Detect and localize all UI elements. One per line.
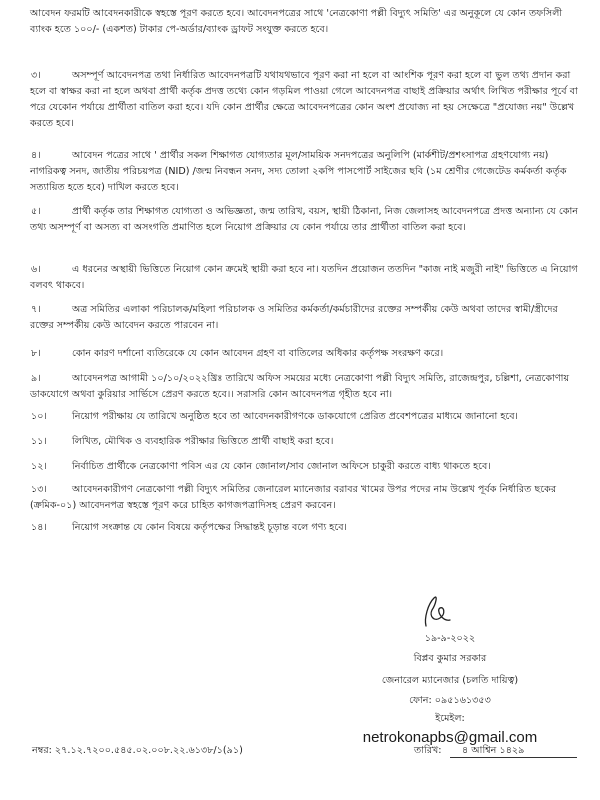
date-underline (450, 757, 577, 758)
paragraph-text: নিয়োগ সংক্রান্ত যে কোন বিষয়ে কর্তৃপক্ষের সিদ্ধান্তই চূড়ান্ত বলে গণ্য হবে। (72, 522, 347, 533)
paragraph-text: আবেদনকারীগণ নেত্রকোণা পল্লী বিদ্যুৎ সমিতির জেনারেল ম্যানেজার বরাবর খামের উপর পদের নাম উল্লেখ পূর্বক নির্ধারিত ছকের (ক্রমিক-০১) আবেদনপত্র স্বহস্তে পূরণ করে চাহিত কাগজপত্রাদিসহ প্রেরণ করবেন। (30, 484, 557, 511)
paragraph-text: আবেদন ফরমটি আবেদনকারীকে স্বহস্তে পূরণ করতে হবে। আবেদনপত্রের সাথে 'নেত্রকোণা পল্লী বিদ্যুৎ সমিতি' এর অনুকূলে যে কোন তফসিলী ব্যাংক হতে ১০০/- (একশত) টাকার পে-অর্ডার/ব্যাংক ড্রাফট সংযুক্ত করতে হবে। (30, 8, 563, 35)
paragraph-text: আবেদন পত্রের সাথে ' প্রার্থীর সকল শিক্ষাগত যোগ্যতার মূল/সাময়িক সনদপত্রের অনুলিপি (মার্কশীট/প্রশংসাপত্র গ্রহণযোগ্য নয়) নাগরিকত্ব সনদ, জাতীয় পরিচয়পত্র (NID) /জন্ম নিবন্ধন সনদ, সদ্য তোলা ২কপি পাসপোর্ট সাইজের ছবি (১ম শ্রেণীর গেজেটেড কর্মকর্তা কর্তৃক সত্যায়িত হতে হবে) দাখিল করতে হবে। (30, 150, 567, 193)
paragraph-number: ৭। (31, 304, 41, 315)
paragraph-number: ১৩। (31, 484, 47, 495)
paragraph-11 (30, 434, 578, 450)
paragraph-number: ১০। (31, 411, 47, 422)
paragraph-text: এ ধরনের অস্থায়ী ভিত্তিতে নিয়োগ কোন ক্রমেই স্থায়ী করা হবে না। যতদিন প্রয়োজন ততদিন "কাজ নাই মজুরী নাই" ভিত্তিতে এ নিয়োগ বলবৎ থাকবে। (30, 264, 578, 291)
paragraph-number: ৪। (31, 150, 41, 161)
paragraph-8 (30, 346, 578, 362)
paragraph-6 (30, 262, 578, 294)
signatory-phone: ফোন: ০৯৫১৬১৩৫৩ (409, 695, 491, 706)
date-label: তারিখ: (414, 745, 442, 756)
signatory-designation: জেনারেল ম্যানেজার (চলতি দায়িত্ব) (381, 675, 519, 686)
paragraph-5 (30, 204, 578, 236)
signatory-name: বিপ্লব কুমার সরকার (413, 653, 487, 664)
paragraph-12 (30, 459, 578, 475)
paragraph-13 (30, 482, 578, 514)
paragraph-text: নিয়োগ পরীক্ষায় যে তারিখে অনুষ্ঠিত হবে তা আবেদনকারীগণকে ডাকযোগে প্রেরিত প্রবেশপত্রের মাধ্যমে জানানো হবে। (72, 411, 518, 422)
paragraph-10 (30, 409, 578, 425)
signatory-email: netrokonapbs@gmail.com (362, 729, 538, 746)
paragraph-text: অত্র সমিতির এলাকা পরিচালক/মহিলা পরিচালক ও সমিতির কর্মকর্তা/কর্মচারীদের রক্তের সম্পর্কীয় কেউ অথবা তাদের স্বামী/স্ত্রীদের রক্তের সম্পর্কীয় কেউ আবেদন করতে পারবেন না। (30, 304, 558, 331)
paragraph-number: ১২। (31, 461, 47, 472)
paragraph-text: আবেদনপত্র আগামী ১০/১০/২০২২খ্রিঃ তারিখে অফিস সময়ের মধ্যে নেত্রকোণা পল্লী বিদ্যুৎ সমিতি, রাজেন্দ্রপুর, চল্লিশা, নেত্রকোণায় ডাকযোগে অথবা কুরিয়ার সার্ভিসে প্রেরণ করতে হবে।। সরাসরি কোন আবেদনপত্র গৃহীত হবে না। (30, 373, 570, 400)
paragraph-7 (30, 302, 578, 334)
paragraph-3 (30, 68, 578, 132)
memo-number: নম্বর: ২৭.১২.৭২০০.৫৪৫.০২.০০৮.২২.৬১৩৮/১(৯১) (32, 745, 243, 756)
paragraph-text: কোন কারণ দর্শানো ব্যতিরেকে যে কোন আবেদন গ্রহণ বা বাতিলের অধিকার কর্তৃপক্ষ সংরক্ষণ করে। (72, 348, 444, 359)
paragraph-number: ১১। (31, 436, 47, 447)
paragraph-number: ৮। (31, 348, 41, 359)
paragraph-14 (30, 520, 578, 536)
paragraph-text: লিখিত, মৌখিক ও ব্যবহারিক পরীক্ষার ভিত্তিতে প্রার্থী বাছাই করা হবে। (72, 436, 334, 447)
paragraph-number: ৬। (31, 264, 41, 275)
paragraph-text: নির্বাচিত প্রার্থীকে নেত্রকোণা পবিস এর যে কোন জোনাল/সাব জোনাল অফিসে চাকুরী করতে বাধ্য থাকতে হবে। (72, 461, 491, 472)
signature-date: ১৯-৯-২০২২ (424, 633, 476, 644)
paragraph-form-fill (30, 6, 578, 38)
paragraph-number: ৩। (31, 70, 41, 81)
paragraph-text: অসম্পূর্ণ আবেদনপত্র তথা নির্ধারিত আবেদনপত্রটি যথাযথভাবে পূরণ করা না হলে বা আংশিক পূরণ করা হলে বা ভুল তথ্য প্রদান করা হলে বা স্বাক্ষর করা না হলে অথবা প্রার্থী কর্তৃক প্রদত্ত তথ্যে কোন গড়মিল পাওয়া গেলে আবেদনপত্র বাছাই প্রক্রিয়ার অর্থাৎ লিখিত পরীক্ষার পূর্বে বা পরে যেকোন পর্যায়ে প্রার্থীতা বাতিল করা হবে। যদি কোন প্রার্থীর ক্ষেত্রে আবেদনপত্রের কোন অংশ প্রযোজ্য না হয় সেক্ষেত্রে "প্রযোজ্য নয়" উল্লেখ করতে হবে। (30, 70, 578, 129)
paragraph-number: ১৪। (31, 522, 47, 533)
date-bangla: ৪ আশ্বিন ১৪২৯ (462, 745, 525, 756)
paragraph-9 (30, 371, 578, 403)
paragraph-4 (30, 148, 578, 196)
paragraph-text: প্রার্থী কর্তৃক তার শিক্ষাগত যোগ্যতা ও অভিজ্ঞতা, জন্ম তারিখ, বয়স, স্থায়ী ঠিকানা, নিজ জেলাসহ আবেদনপত্রে প্রদত্ত অন্যান্য যে কোন তথ্য অসম্পূর্ণ বা অসত্য বা অসংগতি প্রমাণিত হলে নিয়োগ প্রক্রিয়ার যে কোন পর্যায়ে তার প্রার্থীতা বাতিল করা হবে। (30, 206, 578, 233)
handwritten-signature (420, 592, 456, 632)
email-label: ইমেইল: (435, 713, 465, 724)
paragraph-number: ৯। (31, 373, 41, 384)
paragraph-number: ৫। (31, 206, 41, 217)
